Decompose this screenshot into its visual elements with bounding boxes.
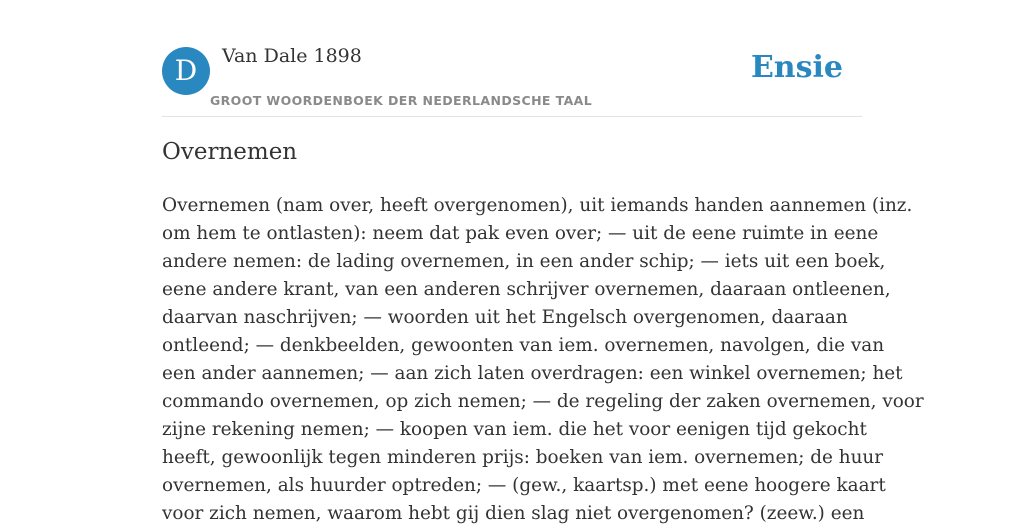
dictionary-title[interactable]: Van Dale 1898 bbox=[222, 45, 362, 67]
entry-headword: Overnemen bbox=[162, 139, 298, 165]
definition-line: Overnemen (nam over, heeft overgenomen), uit iemands handen aannemen (inz. bbox=[162, 195, 913, 216]
definition-line: eene andere krant, van een anderen schrijver overnemen, daaraan ontleenen, bbox=[162, 279, 891, 300]
dictionary-logo-icon[interactable]: D bbox=[162, 47, 210, 95]
definition-line: om hem te ontlasten): neem dat pak even over; — uit de eene ruimte in eene bbox=[162, 223, 879, 244]
definition-line: zijne rekening nemen; — koopen van iem. die het voor eenigen tijd gekocht bbox=[162, 419, 867, 440]
definition-line: ontleend; — denkbeelden, gewoonten van iem. overnemen, navolgen, die van bbox=[162, 335, 885, 356]
definition-line: andere nemen: de lading overnemen, in een ander schip; — iets uit een boek, bbox=[162, 251, 886, 272]
definition-line: heeft, gewoonlijk tegen minderen prijs: boeken van iem. overnemen; de huur bbox=[162, 447, 884, 468]
definition-line: overnemen, als huurder optreden; — (gew., kaartsp.) met eene hoogere kaart bbox=[162, 475, 886, 496]
dictionary-subtitle: GROOT WOORDENBOEK DER NEDERLANDSCHE TAAL bbox=[210, 93, 593, 108]
brand-logo[interactable]: Ensie bbox=[750, 50, 843, 85]
entry-definition bbox=[162, 192, 924, 528]
definition-line: een ander aannemen; — aan zich laten overdragen: een winkel overnemen; het bbox=[162, 363, 903, 384]
definition-line: daarvan naschrijven; — woorden uit het Engelsch overgenomen, daaraan bbox=[162, 307, 848, 328]
definition-line: commando overnemen, op zich nemen; — de regeling der zaken overnemen, voor bbox=[162, 391, 924, 412]
definition-line: voor zich nemen, waarom hebt gij dien slag niet overgenomen? (zeew.) een bbox=[162, 503, 865, 524]
site-header bbox=[162, 0, 862, 117]
